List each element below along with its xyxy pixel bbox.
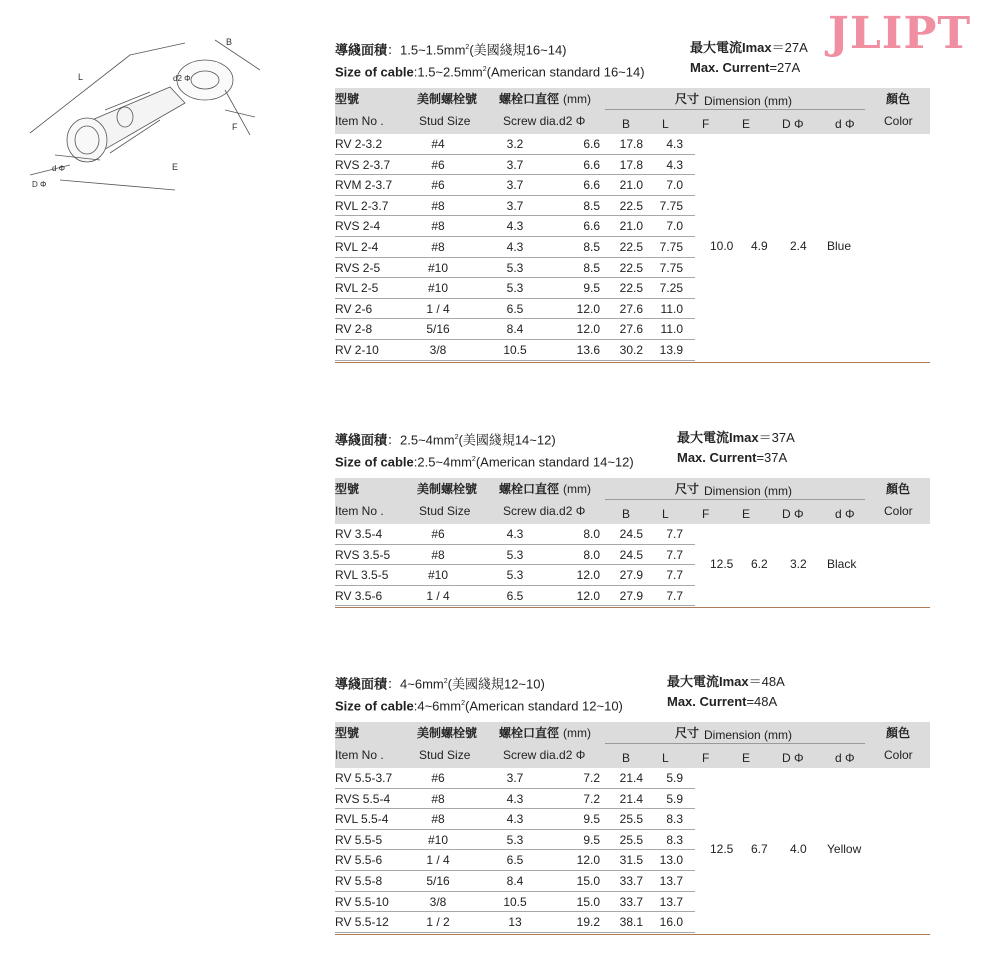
header-stud-zh: 美制螺栓號 bbox=[417, 726, 478, 740]
cable-zh-tail: (美國綫規14~12) bbox=[458, 432, 556, 448]
header-dim-en: Dimension (mm) bbox=[704, 94, 793, 108]
section-bottom-rule bbox=[335, 362, 930, 363]
merged-d: 3.2 bbox=[790, 557, 807, 572]
d-value: 4.3 bbox=[666, 137, 683, 151]
merged-color: Black bbox=[827, 557, 857, 572]
d-value: 4.3 bbox=[666, 157, 683, 172]
screw-dia: 4.3 bbox=[506, 812, 524, 827]
d-value: 7.7 bbox=[666, 568, 683, 583]
header-screw-unit: (mm) bbox=[563, 92, 591, 106]
d-value: 8.3 bbox=[666, 832, 683, 847]
ring-terminal-diagram bbox=[10, 25, 275, 210]
screw-dia: 6.5 bbox=[506, 301, 524, 316]
d-value: 7.0 bbox=[666, 219, 683, 234]
stud-size: 3/8 bbox=[429, 894, 447, 909]
label-D: D Φ bbox=[32, 180, 47, 189]
cable-en-value: :1.5~2.5mm bbox=[413, 64, 483, 80]
l-value: 17.8 bbox=[619, 157, 643, 172]
d-value: 7.7 bbox=[666, 547, 683, 562]
table-row bbox=[335, 216, 930, 237]
header-screw-zh: 螺栓口直徑 bbox=[499, 482, 560, 496]
header-stud-en: Stud Size bbox=[419, 504, 471, 518]
label-d: d Φ bbox=[52, 164, 66, 173]
d-value: 11.0 bbox=[660, 322, 683, 337]
l-value: 21.0 bbox=[619, 178, 643, 193]
stud-size: #10 bbox=[427, 281, 449, 296]
header-stud-en: Stud Size bbox=[419, 114, 471, 128]
screw-dia: 8.4 bbox=[506, 322, 524, 337]
header-E: E bbox=[742, 751, 751, 765]
row-divider bbox=[335, 932, 695, 933]
item-no: RV 5.5-8 bbox=[335, 873, 383, 888]
item-no: RVS 2-4 bbox=[335, 219, 381, 234]
stud-size: #8 bbox=[431, 239, 445, 254]
header-color-zh: 顏色 bbox=[886, 92, 911, 106]
header-item-zh: 型號 bbox=[335, 482, 360, 496]
l-value: 21.4 bbox=[619, 771, 643, 785]
d-value: 13.0 bbox=[659, 853, 683, 868]
item-no: RV 5.5-6 bbox=[335, 853, 383, 868]
l-value: 22.5 bbox=[619, 260, 643, 275]
merged-e: 4.9 bbox=[751, 239, 768, 254]
table-row bbox=[335, 768, 930, 789]
header-screw-zh: 螺栓口直徑 bbox=[499, 726, 560, 740]
current-en-value: =27A bbox=[769, 60, 801, 75]
b-value: 9.5 bbox=[583, 281, 600, 296]
current-en-label: Max. Current bbox=[667, 694, 747, 709]
l-value: 27.9 bbox=[619, 588, 643, 603]
spec-table bbox=[335, 88, 930, 361]
b-value: 6.6 bbox=[583, 137, 600, 151]
table-row bbox=[335, 912, 930, 933]
cable-zh-tail: (美國綫規16~14) bbox=[469, 42, 567, 58]
cable-size-heading: 導綫面積：$2.5\sim 4mm^2$(美國綫規14~12) Size of $cable:2.5\sim 4mm^2(American$ standard 14~12) bbox=[335, 432, 634, 470]
screw-dia: 13 bbox=[508, 915, 522, 930]
screw-dia: 6.5 bbox=[506, 588, 524, 603]
header-screw-unit: (mm) bbox=[563, 482, 591, 496]
header-screw-unit: (mm) bbox=[563, 726, 591, 740]
item-no: RVL 2-5 bbox=[335, 281, 379, 296]
b-value: 7.2 bbox=[583, 791, 600, 806]
header-dim-zh: 尺寸 bbox=[675, 482, 700, 496]
item-no: RV 3.5-4 bbox=[335, 527, 383, 541]
merged-f: 10.0 bbox=[710, 239, 734, 254]
header-item-zh: 型號 bbox=[335, 726, 360, 740]
header-item-en: Item No . bbox=[335, 504, 384, 518]
label-B: B bbox=[226, 37, 233, 47]
header-B: B bbox=[622, 507, 631, 521]
header-color-zh: 顏色 bbox=[886, 726, 911, 740]
table-row bbox=[335, 340, 930, 361]
table-row bbox=[335, 278, 930, 299]
table-row bbox=[335, 319, 930, 340]
b-value: 9.5 bbox=[583, 812, 600, 827]
header-screw-zh: 螺栓口直徑 bbox=[499, 92, 560, 106]
b-value: 8.5 bbox=[583, 198, 600, 213]
item-no: RVS 2-3.7 bbox=[335, 157, 391, 172]
header-L: L bbox=[662, 751, 669, 765]
cable-zh-tail: (美國綫規12~10) bbox=[447, 676, 545, 692]
cable-en-value: :4~6mm bbox=[413, 698, 462, 714]
d-value: 16.0 bbox=[659, 915, 683, 930]
d-value: 7.75 bbox=[659, 239, 683, 254]
item-no: RV 5.5-5 bbox=[335, 832, 383, 847]
header-d: d Φ bbox=[835, 751, 855, 765]
cable-size-heading: 導綫面積：$1.5\sim 1.5mm^2$(美國綫規16~14) Size of $cable:1.5\sim 2.5mm^2(American$ standard 16~14) bbox=[335, 42, 645, 80]
item-no: RV 2-6 bbox=[335, 301, 373, 316]
b-value: 12.0 bbox=[576, 853, 600, 868]
table-row bbox=[335, 809, 930, 830]
header-D: D Φ bbox=[782, 117, 804, 131]
d-value: 8.3 bbox=[666, 812, 683, 827]
current-en-label: Max. Current bbox=[677, 450, 757, 465]
header-stud-en: Stud Size bbox=[419, 748, 471, 762]
stud-size: #10 bbox=[427, 260, 449, 275]
header-F: F bbox=[702, 751, 710, 765]
item-no: RVL 3.5-5 bbox=[335, 568, 389, 583]
b-value: 15.0 bbox=[576, 894, 600, 909]
header-item-zh: 型號 bbox=[335, 92, 360, 106]
item-no: RV 2-10 bbox=[335, 342, 379, 357]
stud-size: 3/8 bbox=[429, 342, 447, 357]
table-row bbox=[335, 892, 930, 913]
item-no: RVL 2-3.7 bbox=[335, 198, 389, 213]
header-screw-en: Screw dia.d2 Φ bbox=[503, 504, 586, 518]
cable-zh-value: ：4~6mm bbox=[387, 676, 444, 692]
d-value: 7.75 bbox=[659, 260, 683, 275]
screw-dia: 4.3 bbox=[506, 239, 524, 254]
stud-size: 5/16 bbox=[426, 322, 450, 337]
section-bottom-rule bbox=[335, 934, 930, 935]
screw-dia: 8.4 bbox=[506, 873, 524, 888]
screw-dia: 3.7 bbox=[506, 198, 524, 213]
item-no: RVL 2-4 bbox=[335, 239, 379, 254]
table-row bbox=[335, 196, 930, 217]
header-dim-en: Dimension (mm) bbox=[704, 728, 793, 742]
item-no: RV 3.5-6 bbox=[335, 588, 383, 603]
table-row bbox=[335, 871, 930, 892]
item-no: RV 5.5-10 bbox=[335, 894, 389, 909]
brand-logo: JLIPT bbox=[828, 8, 972, 59]
header-D: D Φ bbox=[782, 507, 804, 521]
row-divider bbox=[335, 360, 695, 361]
stud-size: #8 bbox=[431, 547, 445, 562]
header-color-zh: 顏色 bbox=[886, 482, 911, 496]
merged-e: 6.7 bbox=[751, 842, 768, 857]
table-header bbox=[335, 478, 930, 524]
section-bottom-rule bbox=[335, 607, 930, 608]
d-value: 5.9 bbox=[666, 771, 683, 785]
header-D: D Φ bbox=[782, 751, 804, 765]
current-en-label: Max. Current bbox=[690, 60, 770, 75]
b-value: 12.0 bbox=[576, 322, 600, 337]
screw-dia: 3.2 bbox=[506, 137, 524, 151]
current-zh-label: 最大電流Imax bbox=[667, 674, 749, 689]
header-F: F bbox=[702, 507, 710, 521]
b-value: 6.6 bbox=[583, 219, 600, 234]
item-no: RVL 5.5-4 bbox=[335, 812, 389, 827]
b-value: 6.6 bbox=[583, 178, 600, 193]
max-current-heading bbox=[690, 38, 808, 78]
item-no: RV 5.5-12 bbox=[335, 915, 389, 930]
label-F: F bbox=[232, 122, 238, 132]
l-value: 21.0 bbox=[619, 219, 643, 234]
screw-dia: 4.3 bbox=[506, 527, 524, 541]
current-zh-label: 最大電流Imax bbox=[677, 430, 759, 445]
current-zh-label: 最大電流Imax bbox=[690, 40, 772, 55]
stud-size: #10 bbox=[427, 568, 449, 583]
stud-size: #6 bbox=[431, 771, 445, 785]
merged-f: 12.5 bbox=[710, 842, 734, 857]
cable-zh-value: ：1.5~1.5mm bbox=[387, 42, 466, 58]
d-value: 13.9 bbox=[659, 342, 683, 357]
table-header bbox=[335, 88, 930, 134]
screw-dia: 3.7 bbox=[506, 178, 524, 193]
row-divider bbox=[335, 605, 695, 606]
l-value: 33.7 bbox=[619, 873, 643, 888]
merged-color: Blue bbox=[827, 239, 852, 254]
b-value: 12.0 bbox=[576, 568, 600, 583]
l-value: 24.5 bbox=[619, 547, 643, 562]
stud-size: 5/16 bbox=[426, 873, 450, 888]
l-value: 25.5 bbox=[619, 832, 643, 847]
spec-section-3 bbox=[335, 672, 930, 937]
b-value: 8.5 bbox=[583, 239, 600, 254]
header-d: d Φ bbox=[835, 117, 855, 131]
cable-en-tail: (American standard 16~14) bbox=[486, 64, 645, 80]
stud-size: #8 bbox=[431, 812, 445, 827]
header-color-en: Color bbox=[884, 114, 913, 128]
table-row bbox=[335, 155, 930, 176]
screw-dia: 4.3 bbox=[506, 219, 524, 234]
b-value: 9.5 bbox=[583, 832, 600, 847]
header-stud-zh: 美制螺栓號 bbox=[417, 92, 478, 106]
stud-size: #8 bbox=[431, 219, 445, 234]
stud-size: 1 / 4 bbox=[426, 301, 450, 316]
d-value: 13.7 bbox=[659, 873, 683, 888]
cable-en-label: Size of cable bbox=[335, 698, 414, 714]
l-value: 22.5 bbox=[619, 198, 643, 213]
screw-dia: 3.7 bbox=[506, 771, 524, 785]
b-value: 12.0 bbox=[576, 301, 600, 316]
b-value: 8.5 bbox=[583, 260, 600, 275]
b-value: 7.2 bbox=[583, 771, 600, 785]
table-header bbox=[335, 722, 930, 768]
l-value: 22.5 bbox=[619, 239, 643, 254]
current-en-value: =37A bbox=[756, 450, 788, 465]
cable-en-label: Size of cable bbox=[335, 454, 414, 470]
dimension-rule bbox=[605, 109, 865, 110]
screw-dia: 10.5 bbox=[503, 894, 527, 909]
cable-zh-value: ：2.5~4mm bbox=[387, 432, 455, 448]
b-value: 19.2 bbox=[576, 915, 600, 930]
l-value: 25.5 bbox=[619, 812, 643, 827]
current-en-value: =48A bbox=[746, 694, 778, 709]
l-value: 33.7 bbox=[619, 894, 643, 909]
item-no: RVS 5.5-4 bbox=[335, 791, 391, 806]
header-E: E bbox=[742, 117, 751, 131]
spec-table bbox=[335, 722, 930, 933]
header-L: L bbox=[662, 507, 669, 521]
stud-size: #10 bbox=[427, 832, 449, 847]
l-value: 27.9 bbox=[619, 568, 643, 583]
d-value: 7.7 bbox=[666, 527, 683, 541]
d-value: 11.0 bbox=[660, 301, 683, 316]
header-L: L bbox=[662, 117, 669, 131]
header-color-en: Color bbox=[884, 748, 913, 762]
l-value: 21.4 bbox=[619, 791, 643, 806]
b-value: 8.0 bbox=[583, 527, 600, 541]
table-row bbox=[335, 524, 930, 545]
max-current-heading bbox=[667, 672, 785, 712]
header-color-en: Color bbox=[884, 504, 913, 518]
table-row bbox=[335, 134, 930, 155]
l-value: 27.6 bbox=[619, 301, 643, 316]
label-L: L bbox=[78, 72, 84, 82]
l-value: 27.6 bbox=[619, 322, 643, 337]
cable-zh-label: 導綫面積 bbox=[335, 42, 388, 58]
b-value: 15.0 bbox=[576, 873, 600, 888]
header-dim-zh: 尺寸 bbox=[675, 726, 700, 740]
item-no: RVS 3.5-5 bbox=[335, 547, 391, 562]
table-row bbox=[335, 175, 930, 196]
l-value: 31.5 bbox=[619, 853, 643, 868]
stud-size: #8 bbox=[431, 198, 445, 213]
table-row bbox=[335, 789, 930, 810]
l-value: 24.5 bbox=[619, 527, 643, 541]
table-row bbox=[335, 586, 930, 607]
screw-dia: 5.3 bbox=[506, 281, 524, 296]
b-value: 8.0 bbox=[583, 547, 600, 562]
screw-dia: 10.5 bbox=[503, 342, 527, 357]
d-value: 7.75 bbox=[659, 198, 683, 213]
header-screw-en: Screw dia.d2 Φ bbox=[503, 748, 586, 762]
screw-dia: 5.3 bbox=[506, 568, 524, 583]
b-value: 12.0 bbox=[576, 588, 600, 603]
stud-size: #6 bbox=[431, 157, 445, 172]
header-item-en: Item No . bbox=[335, 114, 384, 128]
item-no: RVS 2-5 bbox=[335, 260, 381, 275]
max-current-heading bbox=[677, 428, 795, 468]
cable-en-value: :2.5~4mm bbox=[413, 454, 472, 470]
cable-size-heading: 導綫面積：$4\sim 6mm^2$(美國綫規12~10) Size of $cable:4\sim 6mm^2(American$ standard 12~10) bbox=[335, 676, 623, 714]
header-item-en: Item No . bbox=[335, 748, 384, 762]
stud-size: #6 bbox=[431, 527, 445, 541]
screw-dia: 4.3 bbox=[506, 791, 524, 806]
stud-size: #4 bbox=[431, 137, 445, 151]
table-row bbox=[335, 299, 930, 320]
label-E: E bbox=[172, 162, 179, 172]
spec-section-2 bbox=[335, 428, 930, 610]
header-B: B bbox=[622, 117, 631, 131]
current-zh-value: ＝27A bbox=[771, 40, 808, 55]
merged-f: 12.5 bbox=[710, 557, 734, 572]
screw-dia: 6.5 bbox=[506, 853, 524, 868]
d-value: 5.9 bbox=[666, 791, 683, 806]
spec-section-1 bbox=[335, 38, 930, 365]
table-row bbox=[335, 258, 930, 279]
merged-d: 2.4 bbox=[790, 239, 807, 254]
l-value: 30.2 bbox=[619, 342, 643, 357]
stud-size: 1 / 4 bbox=[426, 588, 450, 603]
screw-dia: 5.3 bbox=[506, 260, 524, 275]
cable-en-label: Size of cable bbox=[335, 64, 414, 80]
stud-size: 1 / 2 bbox=[426, 915, 450, 930]
item-no: RV 2-8 bbox=[335, 322, 373, 337]
b-value: 13.6 bbox=[576, 342, 600, 357]
current-zh-value: ＝37A bbox=[758, 430, 795, 445]
merged-color: Yellow bbox=[827, 842, 862, 857]
cable-zh-label: 導綫面積 bbox=[335, 432, 388, 448]
stud-size: #6 bbox=[431, 178, 445, 193]
screw-dia: 5.3 bbox=[506, 832, 524, 847]
dimension-rule bbox=[605, 743, 865, 744]
item-no: RVM 2-3.7 bbox=[335, 178, 393, 193]
spec-table bbox=[335, 478, 930, 606]
item-no: RV 5.5-3.7 bbox=[335, 771, 393, 785]
header-screw-en: Screw dia.d2 Φ bbox=[503, 114, 586, 128]
cable-en-tail: (American standard 14~12) bbox=[475, 454, 634, 470]
dimension-rule bbox=[605, 499, 865, 500]
merged-d: 4.0 bbox=[790, 842, 807, 857]
item-no: RV 2-3.2 bbox=[335, 137, 383, 151]
cable-zh-label: 導綫面積 bbox=[335, 676, 388, 692]
header-stud-zh: 美制螺栓號 bbox=[417, 482, 478, 496]
header-F: F bbox=[702, 117, 710, 131]
current-zh-value: ＝48A bbox=[748, 674, 785, 689]
b-value: 6.6 bbox=[583, 157, 600, 172]
l-value: 17.8 bbox=[619, 137, 643, 151]
screw-dia: 3.7 bbox=[506, 157, 524, 172]
merged-e: 6.2 bbox=[751, 557, 768, 572]
stud-size: #8 bbox=[431, 791, 445, 806]
label-d2: d2 Φ bbox=[173, 74, 191, 83]
d-value: 7.25 bbox=[659, 281, 683, 296]
header-E: E bbox=[742, 507, 751, 521]
d-value: 7.0 bbox=[666, 178, 683, 193]
stud-size: 1 / 4 bbox=[426, 853, 450, 868]
d-value: 7.7 bbox=[666, 588, 683, 603]
header-d: d Φ bbox=[835, 507, 855, 521]
d-value: 13.7 bbox=[659, 894, 683, 909]
l-value: 22.5 bbox=[619, 281, 643, 296]
l-value: 38.1 bbox=[619, 915, 643, 930]
screw-dia: 5.3 bbox=[506, 547, 524, 562]
cable-en-tail: (American standard 12~10) bbox=[464, 698, 623, 714]
header-dim-zh: 尺寸 bbox=[675, 92, 700, 106]
header-B: B bbox=[622, 751, 631, 765]
header-dim-en: Dimension (mm) bbox=[704, 484, 793, 498]
